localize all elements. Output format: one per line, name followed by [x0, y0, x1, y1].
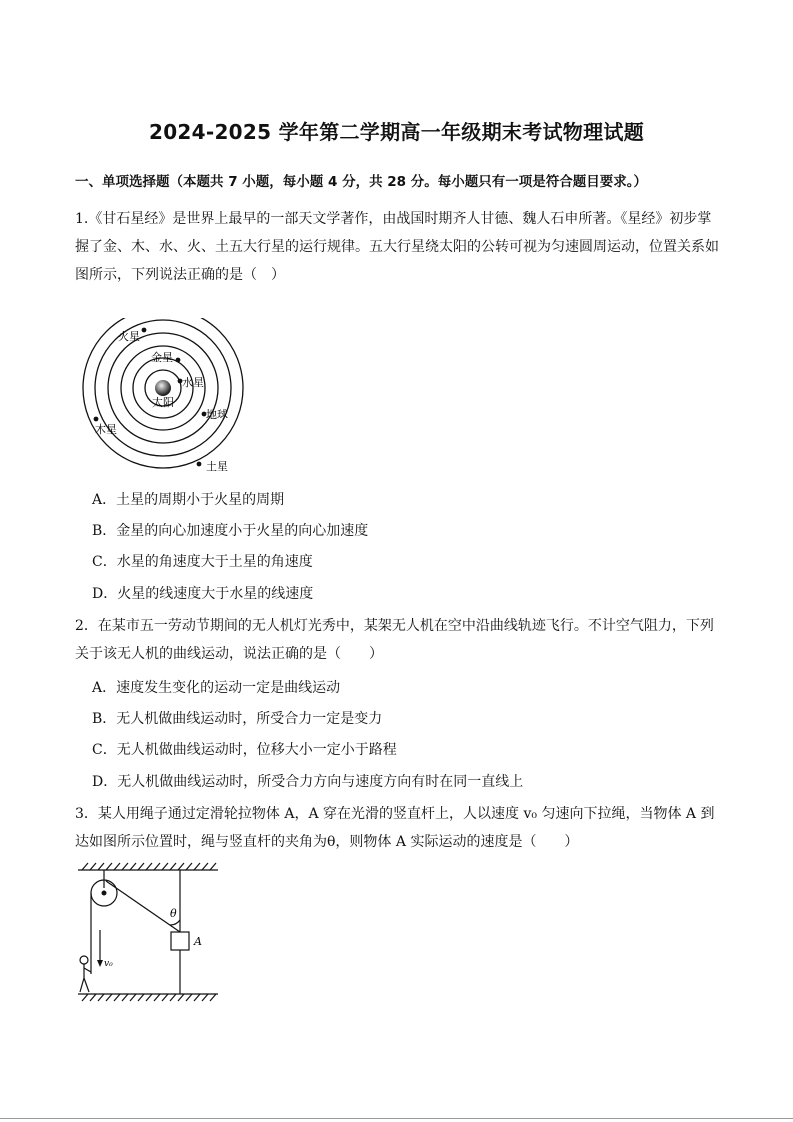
jupiter-dot	[94, 417, 99, 422]
velocity-label: v₀	[104, 959, 113, 969]
mars-label: 火星	[118, 330, 140, 343]
page-divider	[0, 1118, 793, 1119]
floor-hatch	[82, 994, 216, 1001]
venus-dot	[176, 358, 181, 363]
q2-option-a: A．速度发生变化的运动一定是曲线运动	[92, 680, 341, 696]
person-head	[80, 956, 88, 964]
venus-label: 金星	[151, 351, 173, 364]
q2-option-c: C．无人机做曲线运动时，位移大小一定小于路程	[92, 742, 397, 758]
mercury-label: 水星	[182, 376, 204, 389]
sun-icon	[155, 380, 171, 396]
question-2-text: 2．在某市五一劳动节期间的无人机灯光秀中，某架无人机在空中沿曲线轨迹飞行。不计空气阻力，下列关于该无人机的曲线运动，说法正确的是（ ）	[75, 618, 714, 662]
q1-option-a: A．土星的周期小于火星的周期	[92, 492, 285, 508]
block-label: A	[194, 935, 202, 948]
ceiling-hatch	[82, 863, 216, 870]
velocity-arrow-icon	[97, 960, 103, 967]
q1-option-d: D．火星的线速度大于水星的线速度	[92, 586, 314, 602]
saturn-label: 土星	[206, 460, 228, 473]
pulley-figure	[76, 862, 226, 1007]
earth-label: 地球	[206, 408, 228, 421]
sun-label: 太阳	[152, 396, 174, 409]
q1-option-c: C．水星的角速度大于土星的角速度	[92, 554, 313, 570]
question-3-text: 3．某人用绳子通过定滑轮拉物体 A，A 穿在光滑的竖直杆上，人以速度 v₀ 匀速向下拉绳，当物体 A 到达如图所示位置时，绳与竖直杆的夹角为θ，则物体 A 实际运动的速度是（ ）	[75, 806, 715, 850]
section-heading: 一、单项选择题（本题共 7 小题，每小题 4 分，共 28 分。每小题只有一项是符合题目要求。）	[75, 174, 648, 190]
question-1-text: 1.《甘石星经》是世界上最早的一部天文学著作，由战国时期齐人甘德、魏人石申所著。《星经》初步掌握了金、木、水、火、土五大行星的运行规律。五大行星绕太阳的公转可视为匀速圆周运动，位置关系如图所示，下列说法正确的是（ ）	[75, 211, 719, 283]
q1-option-b: B．金星的向心加速度小于火星的向心加速度	[92, 523, 369, 539]
q2-option-d: D．无人机做曲线运动时，所受合力方向与速度方向有时在同一直线上	[92, 774, 524, 790]
theta-label: θ	[170, 907, 177, 920]
page-title: 2024-2025 学年第二学期高一年级期末考试物理试题	[149, 120, 644, 144]
rope-slanted	[106, 881, 180, 932]
angle-arc	[170, 920, 180, 925]
jupiter-label: 木星	[95, 423, 117, 436]
planet-orbit-figure	[78, 318, 248, 478]
block-a	[171, 932, 189, 950]
mars-dot	[142, 328, 147, 333]
q2-option-b: B．无人机做曲线运动时，所受合力一定是变力	[92, 711, 383, 727]
saturn-dot	[197, 462, 202, 467]
